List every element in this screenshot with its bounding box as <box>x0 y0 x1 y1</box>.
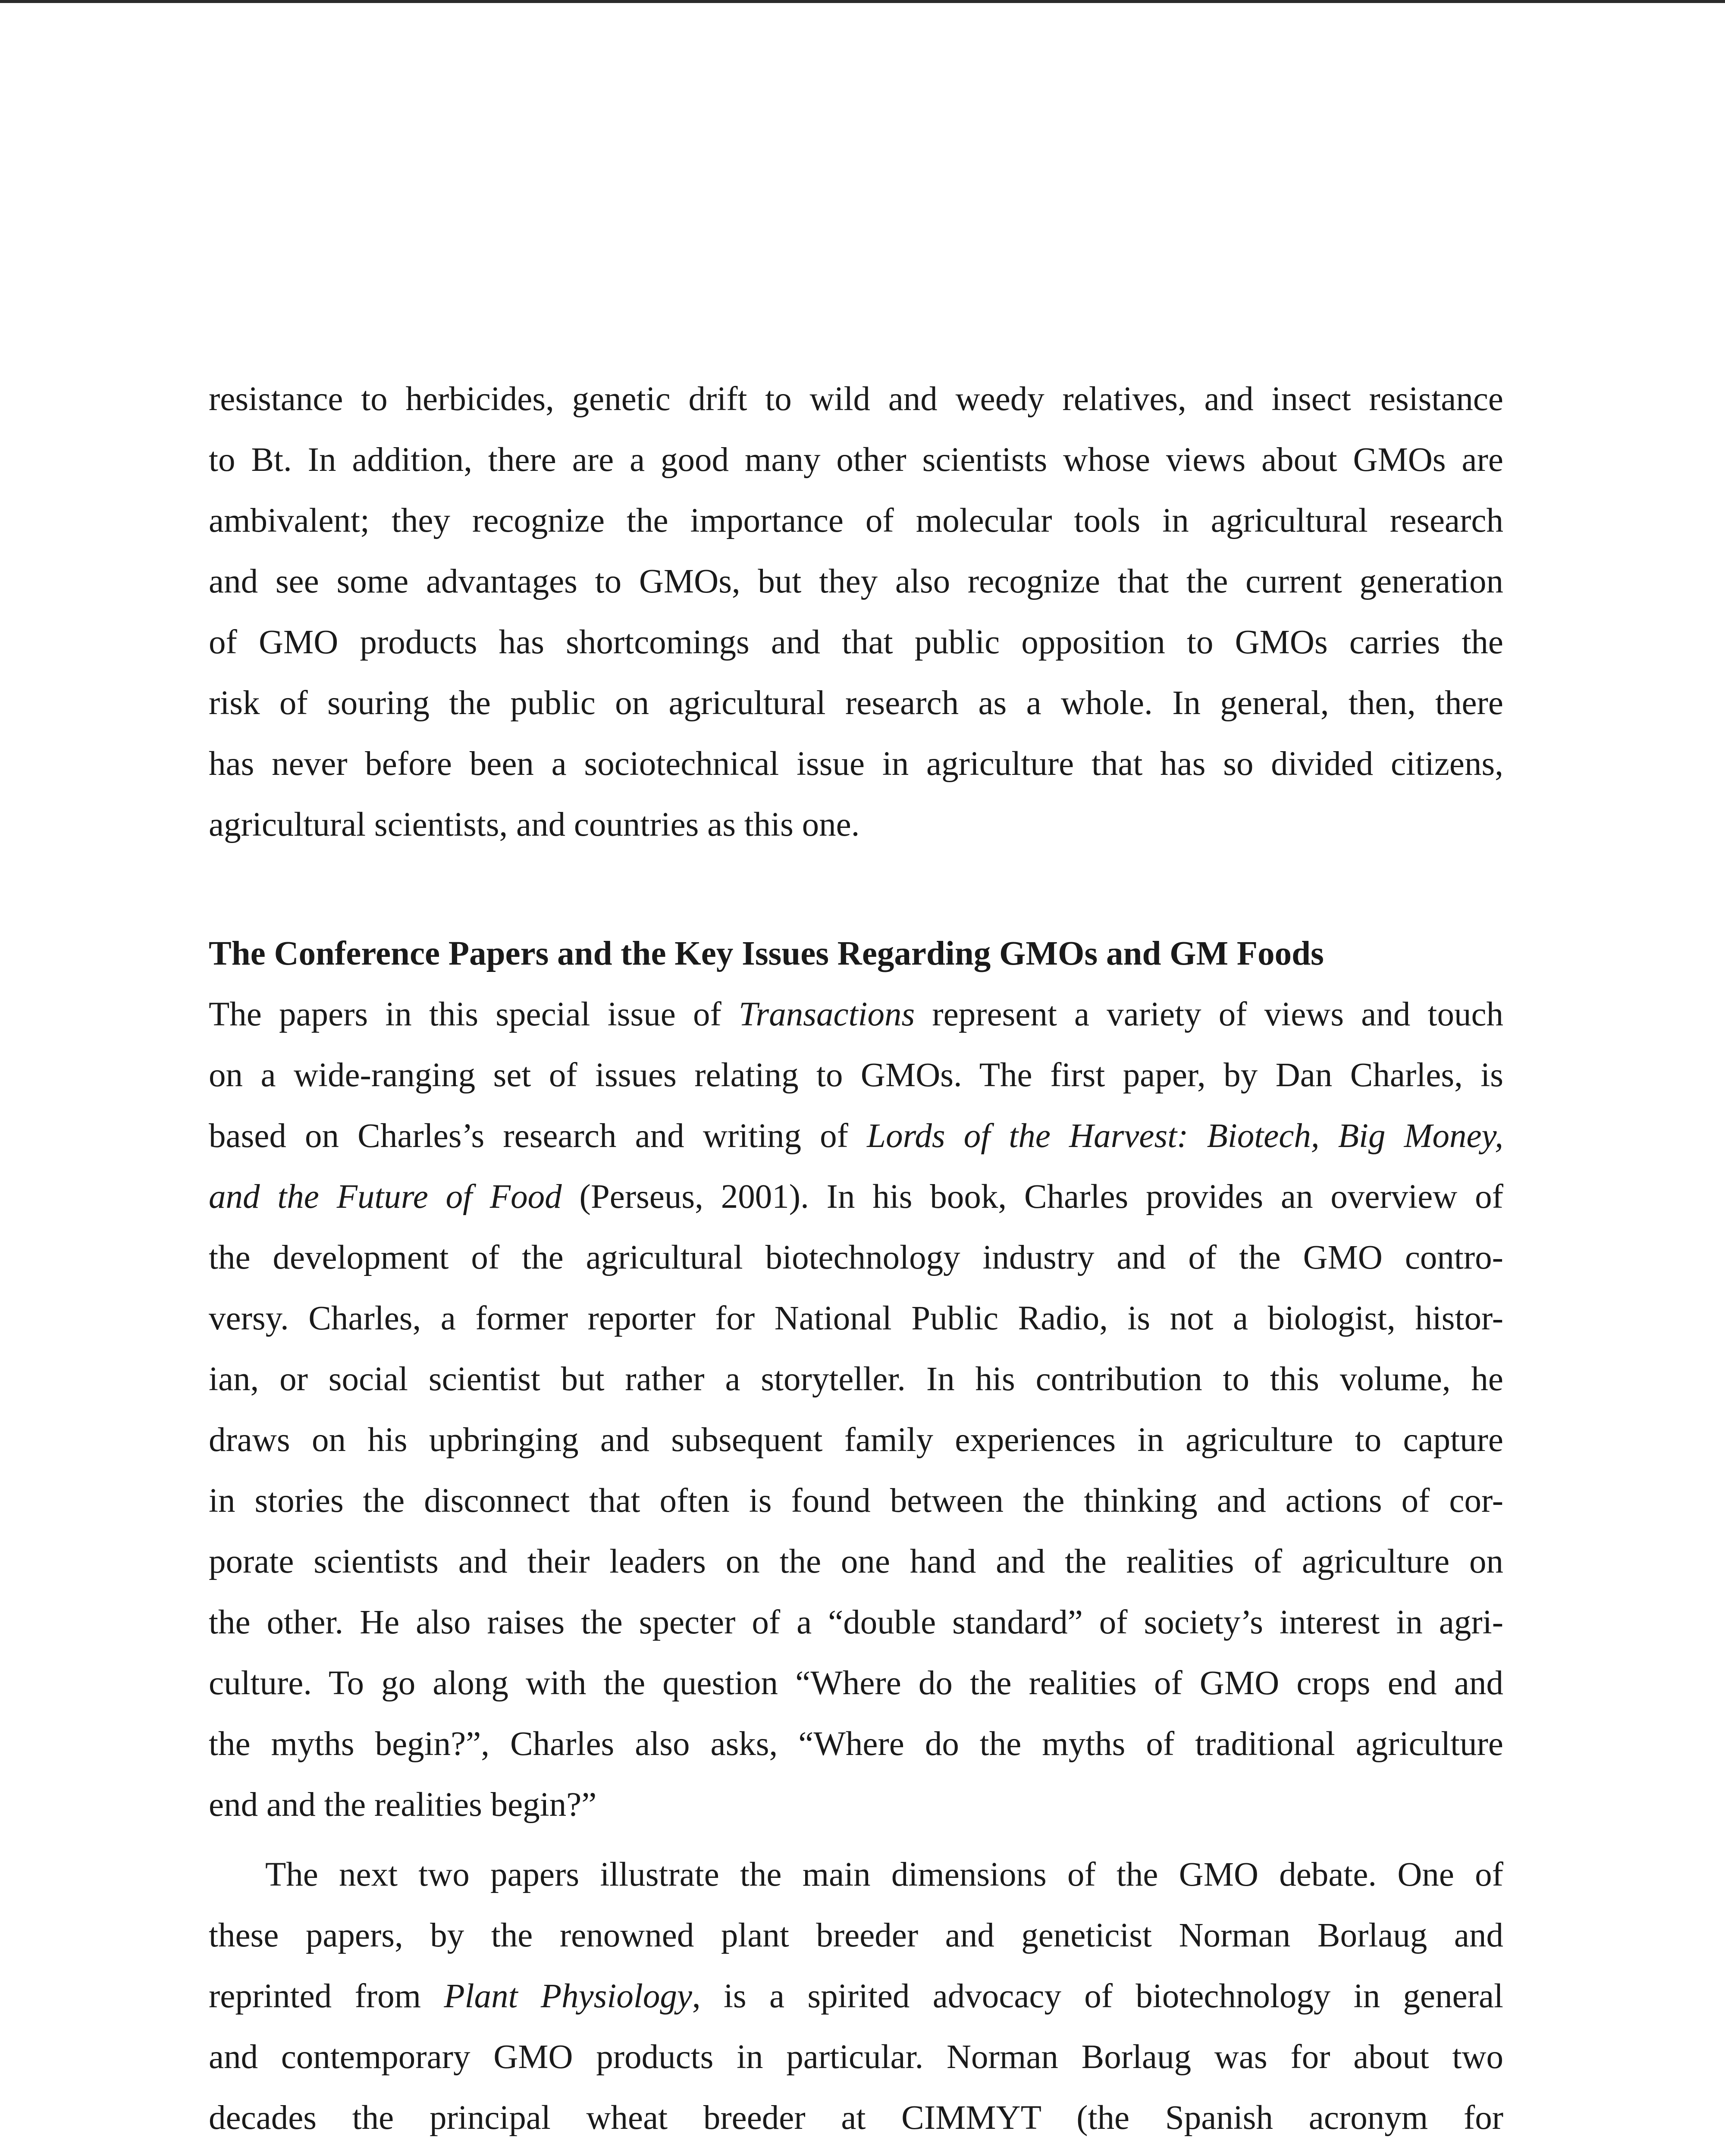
text-line: draws on his upbringing and subsequent family experiences in agriculture to capture <box>209 1421 1503 1459</box>
text-line: in stories the disconnect that often is found between the thinking and actions of cor- <box>209 1482 1503 1520</box>
text-line: culture. To go along with the question “Where do the realities of GMO crops end and <box>209 1664 1503 1702</box>
text-line: resistance to herbicides, genetic drift to wild and weedy relatives, and insect resistance <box>209 380 1503 418</box>
text-line: end and the realities begin?” <box>209 1786 597 1824</box>
text-line: and see some advantages to GMOs, but they also recognize that the current generation <box>209 563 1503 600</box>
text-run: The papers in this special issue of <box>209 996 739 1033</box>
text-line <box>209 1106 1503 1166</box>
book-title: Lords of the Harvest: Biotech, Big Money, <box>867 1117 1503 1155</box>
text-line: on a wide-ranging set of issues relating to GMOs. The first paper, by Dan Charles, is <box>209 1056 1503 1094</box>
text-line: porate scientists and their leaders on the one hand and the realities of agriculture on <box>209 1543 1503 1580</box>
text-line: the myths begin?”, Charles also asks, “Where do the myths of traditional agriculture <box>209 1725 1503 1763</box>
text-line: the development of the agricultural biotechnology industry and of the GMO contro- <box>209 1239 1503 1276</box>
section-heading: The Conference Papers and the Key Issues Regarding GMOs and GM Foods <box>209 935 1324 972</box>
text-line: agricultural scientists, and countries as this one. <box>209 806 860 843</box>
text-run: based on Charles’s research and writing of <box>209 1117 867 1155</box>
text-line: The next two papers illustrate the main dimensions of the GMO debate. One of <box>265 1856 1503 1893</box>
text-line: to Bt. In addition, there are a good many other scientists whose views about GMOs are <box>209 441 1503 479</box>
text-line: ian, or social scientist but rather a storyteller. In his contribution to this volume, he <box>209 1360 1503 1398</box>
text-run: , is a spirited advocacy of biotechnology in general <box>692 1977 1503 2015</box>
text-line: has never before been a sociotechnical issue in agriculture that has so divided citizens, <box>209 745 1503 783</box>
text-line: these papers, by the renowned plant breeder and geneticist Norman Borlaug and <box>209 1917 1503 1954</box>
top-rule <box>0 0 1725 3</box>
text-line: the other. He also raises the specter of a “double standard” of society’s interest in agri- <box>209 1604 1503 1641</box>
text-line <box>209 1166 1503 1227</box>
text-line: versy. Charles, a former reporter for National Public Radio, is not a biologist, histor- <box>209 1300 1503 1337</box>
text-line: decades the principal wheat breeder at CIMMYT (the Spanish acronym for <box>209 2099 1503 2137</box>
text-run: reprinted from <box>209 1977 444 2015</box>
text-run: represent a variety of views and touch <box>915 996 1504 1033</box>
text-line: risk of souring the public on agricultural research as a whole. In general, then, there <box>209 684 1503 722</box>
journal-title: Plant Physiology <box>444 1977 692 2015</box>
text-line <box>209 1966 1503 2027</box>
book-title: and the Future of Food <box>209 1178 562 1216</box>
text-run: (Perseus, 2001). In his book, Charles provides an overview of <box>561 1178 1503 1216</box>
journal-title: Transactions <box>738 996 915 1033</box>
text-line <box>209 984 1503 1045</box>
text-line: ambivalent; they recognize the importance of molecular tools in agricultural research <box>209 502 1503 539</box>
text-line <box>209 2148 1503 2156</box>
text-line: of GMO products has shortcomings and that public opposition to GMOs carries the <box>209 624 1503 661</box>
text-line: and contemporary GMO products in particular. Norman Borlaug was for about two <box>209 2038 1503 2076</box>
